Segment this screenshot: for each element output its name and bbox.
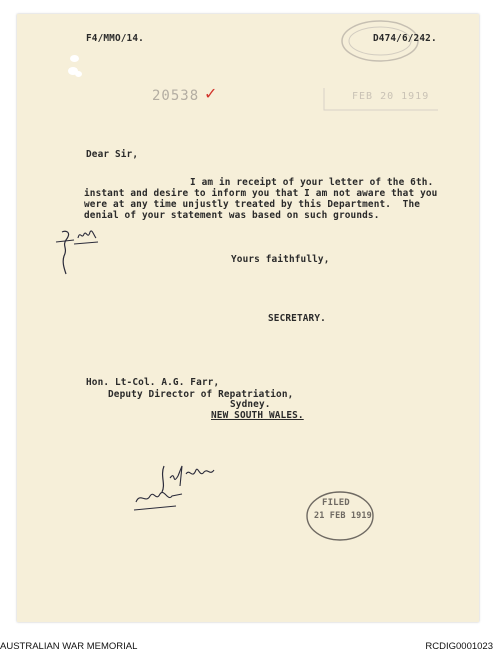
body-line-1: I am in receipt of your letter of the 6th. bbox=[190, 177, 434, 188]
date-received-stamp: FEB 20 1919 bbox=[352, 91, 430, 102]
body-line-3: were at any time unjustly treated by this Department. The bbox=[84, 199, 421, 210]
reference-right: D474/6/242. bbox=[373, 33, 437, 44]
footer-left: AUSTRALIAN WAR MEMORIAL bbox=[0, 641, 138, 652]
salutation: Dear Sir, bbox=[86, 149, 139, 160]
addressee-line-3: Sydney. bbox=[230, 399, 271, 410]
handwritten-annotation bbox=[130, 462, 230, 520]
punch-hole bbox=[70, 55, 79, 62]
footer-right: RCDIG0001023 bbox=[425, 641, 493, 652]
addressee-line-2: Deputy Director of Repatriation, bbox=[108, 389, 294, 400]
date-stamp-box bbox=[322, 78, 440, 114]
red-check-mark: ✓ bbox=[204, 84, 218, 103]
body-line-4: denial of your statement was based on such grounds. bbox=[84, 210, 380, 221]
reference-left: F4/MMO/14. bbox=[86, 33, 144, 44]
addressee-line-1: Hon. Lt-Col. A.G. Farr, bbox=[86, 377, 220, 388]
registry-number-stamp: 20538 bbox=[152, 88, 200, 104]
filed-stamp-label: FILED bbox=[322, 498, 350, 508]
handwritten-initials-margin bbox=[52, 226, 102, 278]
addressee-line-4: NEW SOUTH WALES. bbox=[211, 410, 304, 421]
signature-title: SECRETARY. bbox=[268, 313, 326, 324]
closing: Yours faithfully, bbox=[231, 254, 330, 265]
body-line-2: instant and desire to inform you that I am not aware that you bbox=[84, 188, 438, 199]
punch-hole bbox=[75, 71, 82, 77]
filed-stamp-date: 21 FEB 1919 bbox=[314, 511, 372, 521]
